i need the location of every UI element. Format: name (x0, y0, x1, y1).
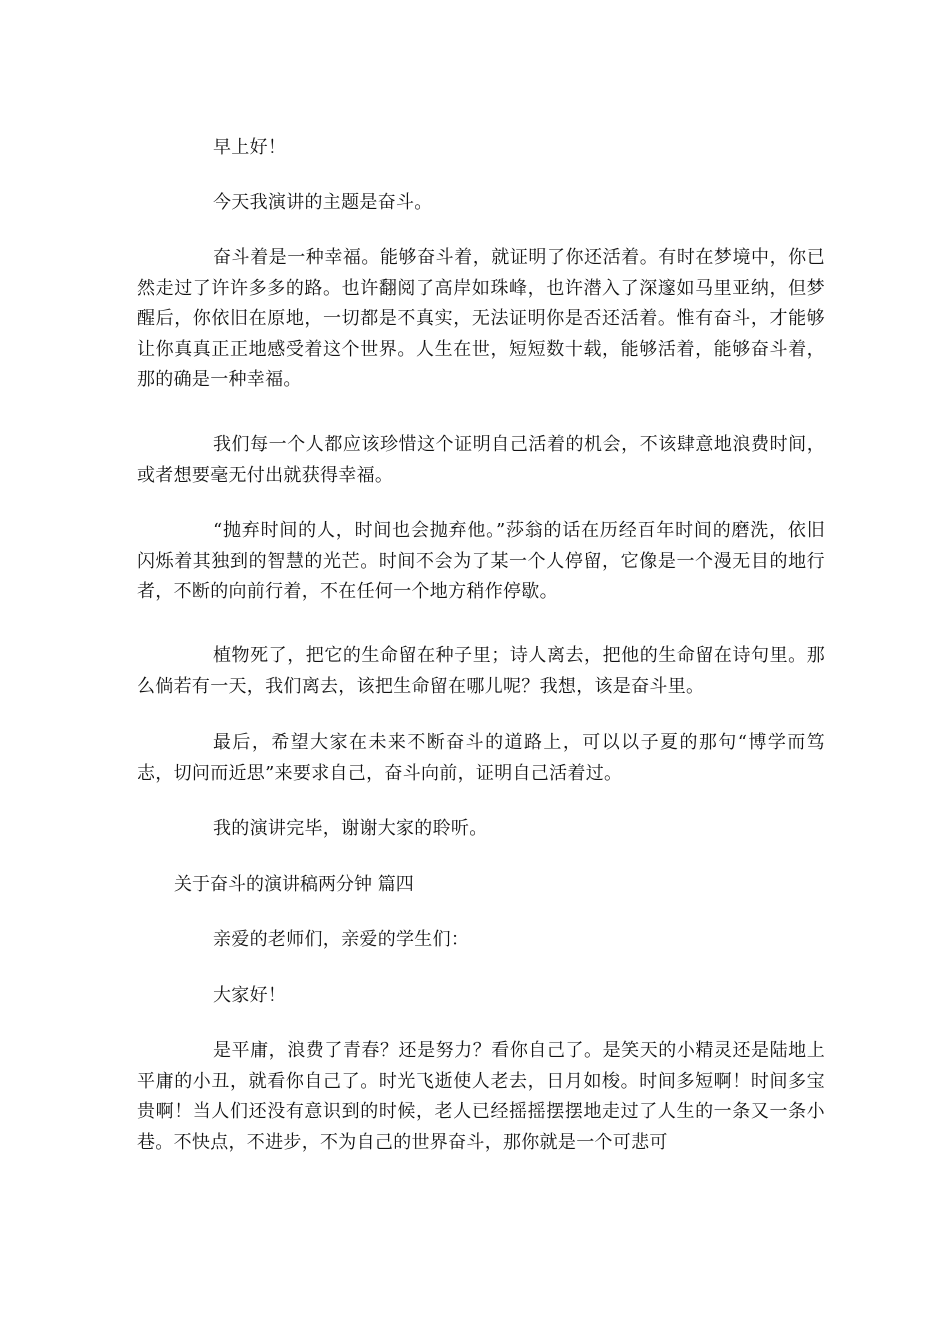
paragraph-greeting: 早上好！ (213, 137, 287, 158)
paragraph-mediocrity: 是平庸，浪费了青春？还是努力？看你自己了。是笑天的小精灵还是陆地上平庸的小丑，就看你自己了。时光飞逝使人老去，日月如梭。时间多短啊！时间多宝贵啊！当人们还没有意识到的时候，老人已经摇摇摆摆地走过了人生的一条又一条小巷。不快点，不进步，不为自己的世界奋斗，那你就是一个可悲可 (137, 1040, 825, 1153)
paragraph-closing-hope: 最后，希望大家在未来不断奋斗的道路上，可以以子夏的那句“博学而笃志，切问而近思”来要求自己，奋斗向前，证明自己活着过。 (137, 732, 825, 784)
paragraph-plants-poets: 植物死了，把它的生命留在种子里；诗人离去，把他的生命留在诗句里。那么倘若有一天，我们离去，该把生命留在哪儿呢？我想，该是奋斗里。 (137, 645, 825, 697)
paragraph-shakespeare-quote: “抛弃时间的人，时间也会抛弃他。”莎翁的话在历经百年时间的磨洗，依旧闪烁着其独到的智慧的光芒。时间不会为了某一个人停留，它像是一个漫无目的地行者，不断的向前行着，不在任何一个地方稍作停歇。 (137, 520, 825, 602)
paragraph-topic: 今天我演讲的主题是奋斗。 (213, 192, 433, 213)
section-heading: 关于奋斗的演讲稿两分钟 篇四 (174, 874, 414, 895)
paragraph-cherish-chance: 我们每一个人都应该珍惜这个证明自己活着的机会，不该肆意地浪费时间，或者想要毫无付出就获得幸福。 (137, 434, 825, 486)
paragraph-thanks: 我的演讲完毕，谢谢大家的聆听。 (213, 818, 488, 839)
paragraph-hello: 大家好！ (213, 985, 287, 1006)
paragraph-struggle-happiness: 奋斗着是一种幸福。能够奋斗着，就证明了你还活着。有时在梦境中，你已然走过了许许多多的路。也许翻阅了高岸如珠峰，也许潜入了深邃如马里亚纳，但梦醒后，你依旧在原地，一切都是不真实，无法证明你是否还活着。惟有奋斗，才能够让你真真正正地感受着这个世界。人生在世，短短数十载，能够活着，能够奋斗着，那的确是一种幸福。 (137, 247, 825, 390)
paragraph-salutation: 亲爱的老师们，亲爱的学生们： (213, 929, 470, 950)
